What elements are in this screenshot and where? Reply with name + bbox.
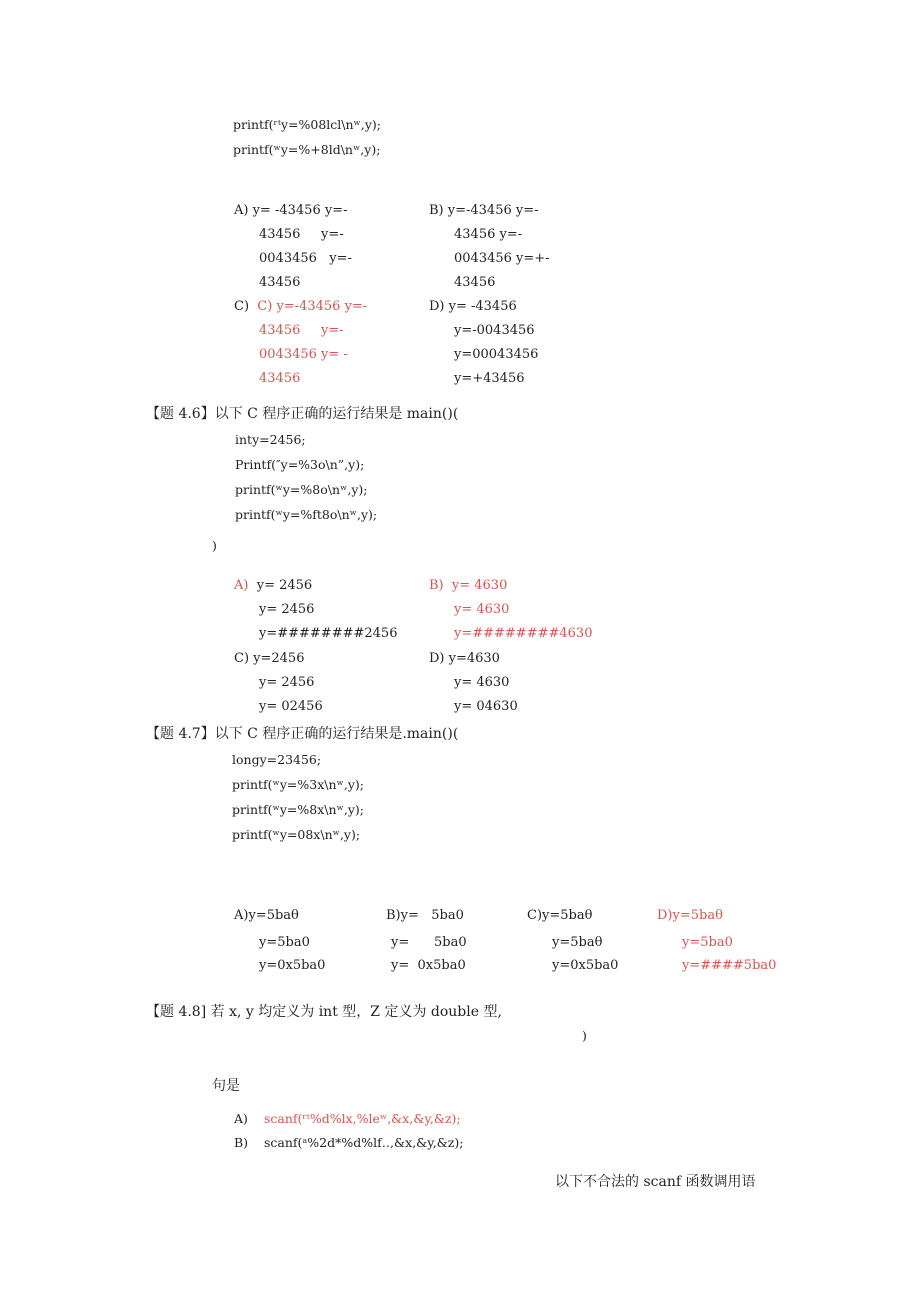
blank-paren: ) <box>582 1028 587 1043</box>
option-line: D)y=5baθ <box>657 908 723 923</box>
option-line: y=5baθ <box>552 935 603 950</box>
option-line: C) C) y=-43456 y=- <box>234 299 368 314</box>
option-line: y= 4630 <box>454 602 510 617</box>
option-line: y=5ba0 <box>259 935 310 950</box>
option-line: C) y=2456 <box>234 651 305 666</box>
option-line: y=0x5ba0 <box>552 958 619 973</box>
code-line: longy=23456; <box>232 752 322 767</box>
question-number: 【题 4.7】 <box>146 726 215 742</box>
code-line: printf(ʷy=08x\nʷ,y); <box>232 827 361 842</box>
question-number: 【题 4.8] <box>146 1004 207 1020</box>
option-label: A) <box>234 1111 248 1126</box>
option-line: y= 5ba0 <box>391 935 467 950</box>
option-line: A) y= -43456 y=- <box>234 203 348 218</box>
option-line: D) y= -43456 <box>429 299 517 314</box>
code-line: printf(ʷy=%3x\nʷ,y); <box>232 777 364 792</box>
option-text: y= 2456 <box>248 578 313 593</box>
option-line: B)y= 5ba0 <box>386 908 464 923</box>
option-line: 43456 <box>259 275 301 290</box>
option-line: 0043456 y=+- <box>454 251 550 266</box>
code-line: Printf(″y=%3o\n”,y); <box>235 457 365 472</box>
code-close-paren: ) <box>212 538 217 553</box>
code-line: inty=2456; <box>235 432 306 447</box>
question-text-continued: 句是 <box>212 1078 240 1094</box>
option-label: A) <box>234 578 249 593</box>
option-line <box>234 578 312 594</box>
code-line: printf(ʷy=%8o\nʷ,y); <box>235 482 368 497</box>
option-line: y= 02456 <box>259 699 323 714</box>
question-number: 【题 4.6】 <box>146 406 215 422</box>
option-line: 0043456 y= - <box>259 347 348 362</box>
question-stem-fragment: 以下不合法的 scanf 函数调用语 <box>555 1174 756 1190</box>
option-line: y=00043456 <box>454 347 539 362</box>
option-line: B) y=-43456 y=- <box>429 203 539 218</box>
option-line: 43456 y=- <box>259 227 344 242</box>
question-text: 以下 C 程序正确的运行结果是 main()( <box>214 406 459 422</box>
option-line: 43456 <box>259 371 301 386</box>
option-line: A)y=5baθ <box>234 908 299 923</box>
option-line: y=5ba0 <box>682 935 733 950</box>
option-line: y= 04630 <box>454 699 518 714</box>
code-line: printf(ʳᵗy=%08lcl\nʷ,y); <box>233 117 381 132</box>
question-text: 若 x, y 均定义为 int 型，Z 定义为 double 型, <box>210 1004 502 1020</box>
option-line: y=-0043456 <box>454 323 535 338</box>
option-text-answer: scanf(ʳᵗ%d%lx,%leʷ,&x,&y,&z); <box>264 1111 461 1126</box>
code-line: printf(ʷy=%8x\nʷ,y); <box>232 802 364 817</box>
option-line: C)y=5baθ <box>527 908 593 923</box>
option-line: y=####5ba0 <box>682 958 777 973</box>
option-line: y= 2456 <box>259 675 315 690</box>
code-line: printf(ʷy=%ft8o\nʷ,y); <box>235 507 378 522</box>
option-line: 43456 y=- <box>259 323 344 338</box>
option-line: y=########4630 <box>454 626 593 641</box>
option-line: y= 0x5ba0 <box>391 958 466 973</box>
option-line: y=+43456 <box>454 371 525 386</box>
option-line: D) y=4630 <box>429 651 500 666</box>
option-line: 0043456 y=- <box>259 251 352 266</box>
option-line: y=########2456 <box>259 626 398 641</box>
option-line: B) y= 4630 <box>429 578 508 593</box>
q46-heading <box>146 406 458 422</box>
code-line: printf(ʷy=%+8ld\nʷ,y); <box>233 142 381 157</box>
option-line: y= 4630 <box>454 675 510 690</box>
answer-text: C) y=-43456 y=- <box>257 299 368 314</box>
option-line: y= 2456 <box>259 602 315 617</box>
q47-heading <box>146 726 458 742</box>
option-line: 43456 y=- <box>454 227 523 242</box>
q48-heading <box>146 1004 502 1020</box>
option-text: scanf(ᵃ%2d*%d%lf‥,&x,&y,&z); <box>264 1135 464 1150</box>
option-line: 43456 <box>454 275 496 290</box>
option-label: B) <box>234 1135 249 1150</box>
option-line: y=0x5ba0 <box>259 958 326 973</box>
question-text: 以下 C 程序正确的运行结果是.main()( <box>214 726 459 742</box>
